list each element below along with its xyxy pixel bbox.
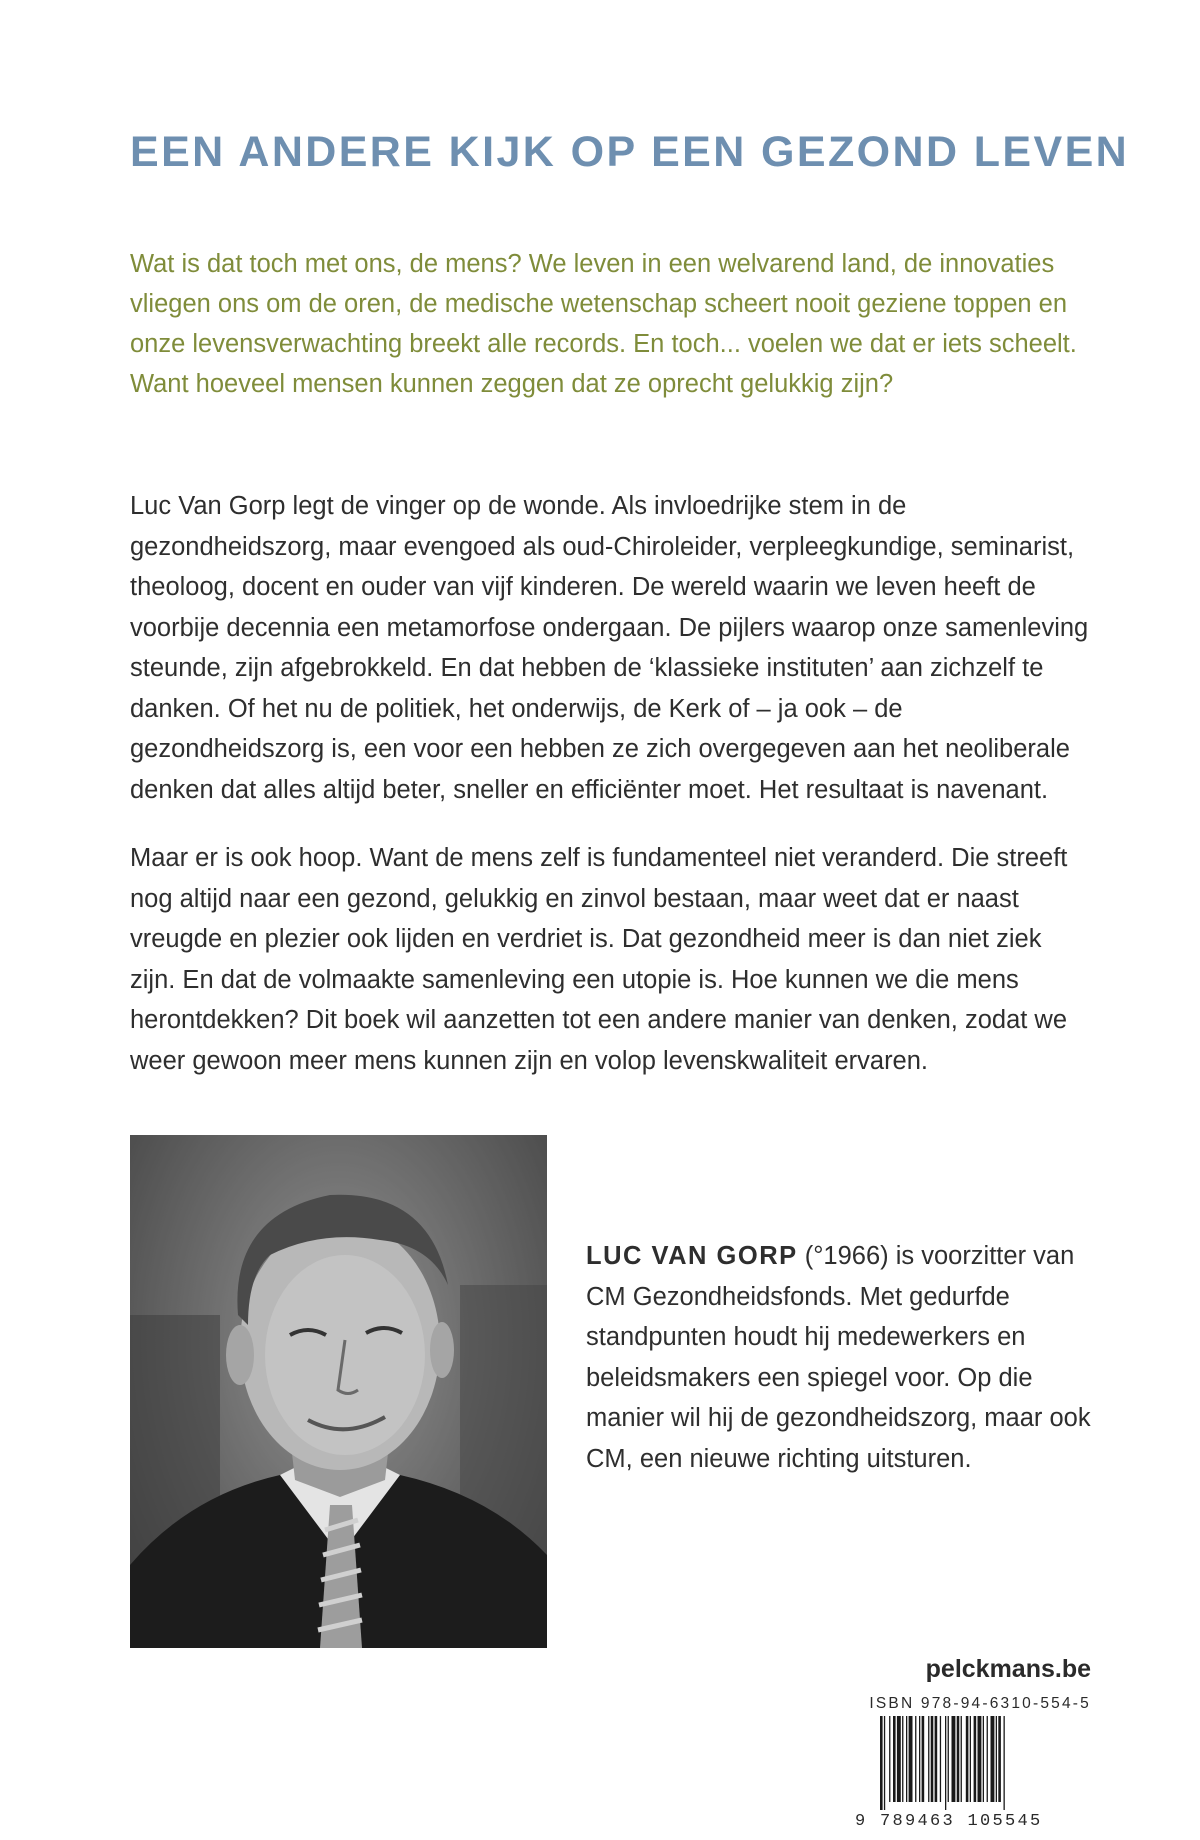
barcode-bar bbox=[974, 1716, 977, 1802]
author-name: LUC VAN GORP bbox=[586, 1242, 798, 1270]
author-bio bbox=[586, 1236, 1096, 1479]
barcode-bar bbox=[935, 1716, 938, 1802]
barcode bbox=[878, 1716, 1090, 1810]
intro-paragraph: Wat is dat toch met ons, de mens? We leven in een welvarend land, de innovaties vliegen ons om de oren, de medische wetenschap scheert nooit geziene toppen en onze levensverwachting breekt alle records. En toch... voelen we dat er iets scheelt. Want hoeveel mensen kunnen zeggen dat ze oprecht gelukkig zijn? bbox=[130, 250, 1077, 398]
barcode-bar bbox=[957, 1716, 960, 1802]
barcode-bar bbox=[884, 1716, 885, 1810]
barcode-bar bbox=[906, 1716, 907, 1802]
isbn-label: ISBN 978-94-6310-554-5 bbox=[869, 1695, 1091, 1712]
barcode-bar bbox=[952, 1716, 956, 1802]
publisher-url[interactable]: pelckmans.be bbox=[925, 1655, 1091, 1683]
barcode-bar bbox=[945, 1716, 946, 1810]
barcode-bar bbox=[978, 1716, 982, 1802]
barcode-bar bbox=[998, 1716, 1001, 1802]
barcode-bar bbox=[889, 1716, 890, 1802]
barcode-bar bbox=[987, 1716, 988, 1802]
barcode-bar bbox=[931, 1716, 934, 1802]
barcode-bar bbox=[928, 1716, 929, 1802]
barcode-bar bbox=[970, 1716, 971, 1802]
barcode-bar bbox=[961, 1716, 962, 1802]
barcode-bar bbox=[880, 1716, 883, 1810]
barcode-bar bbox=[897, 1716, 901, 1802]
barcode-bar bbox=[948, 1716, 949, 1802]
barcode-bar bbox=[966, 1716, 969, 1802]
barcode-bar bbox=[909, 1716, 913, 1802]
body-paragraph-1: Luc Van Gorp legt de vinger op de wonde. Als invloedrijke stem in de gezondheidszorg, maar evengoed als oud-Chiroleider, verpleegkundige, seminarist, theoloog, docent en ouder van vijf kinderen. De wereld waarin we leven heeft de voorbije decennia een metamorfose ondergaan. De pijlers waarop onze samenleving steunde, zijn afgebrokkeld. En dat hebben de ‘klassieke instituten’ aan zichzelf te danken. Of het nu de politiek, het onderwijs, de Kerk of – ja ook – de gezondheidszorg is, een voor een hebben ze zich overgegeven aan het neoliberale denken dat alles altijd beter, sneller en efficiënter moet. Het resultaat is navenant. bbox=[130, 492, 1089, 804]
barcode-bar bbox=[983, 1716, 984, 1802]
barcode-bar bbox=[996, 1716, 997, 1802]
barcode-bar bbox=[902, 1716, 903, 1802]
barcode-digits: 9 789463 105545 bbox=[855, 1812, 1043, 1831]
barcode-bar bbox=[922, 1716, 925, 1802]
barcode-bar bbox=[919, 1716, 920, 1802]
body-paragraph-2: Maar er is ook hoop. Want de mens zelf is fundamenteel niet veranderd. Die streeft nog altijd naar een gezond, gelukkig en zinvol bestaan, maar weet dat er naast vreugde en plezier ook lijden en verdriet is. Dat gezondheid meer is dan niet ziek zijn. En dat de volmaakte samenleving een utopie is. Hoe kunnen we die mens herontdekken? Dit boek wil aanzetten tot een andere manier van denken, zodat we weer gewoon meer mens kunnen zijn en volop levenskwaliteit ervaren. bbox=[130, 844, 1068, 1075]
barcode-bar bbox=[1004, 1716, 1005, 1810]
author-bio-text: (°1966) is voorzitter van CM Gezondheidsfonds. Met gedurfde standpunten houdt hij medewerkers en beleidsmakers een spiegel voor. Op die manier wil hij de gezondheidszorg, maar ook CM, een nieuwe richting uitsturen. bbox=[586, 1242, 1091, 1473]
barcode-bar bbox=[991, 1716, 995, 1802]
cover-title: EEN ANDERE KIJK OP EEN GEZOND LEVEN bbox=[130, 128, 1130, 176]
barcode-bar bbox=[893, 1716, 896, 1802]
barcode-bar bbox=[915, 1716, 916, 1802]
barcode-bar bbox=[940, 1716, 941, 1802]
author-photo bbox=[130, 1135, 547, 1648]
